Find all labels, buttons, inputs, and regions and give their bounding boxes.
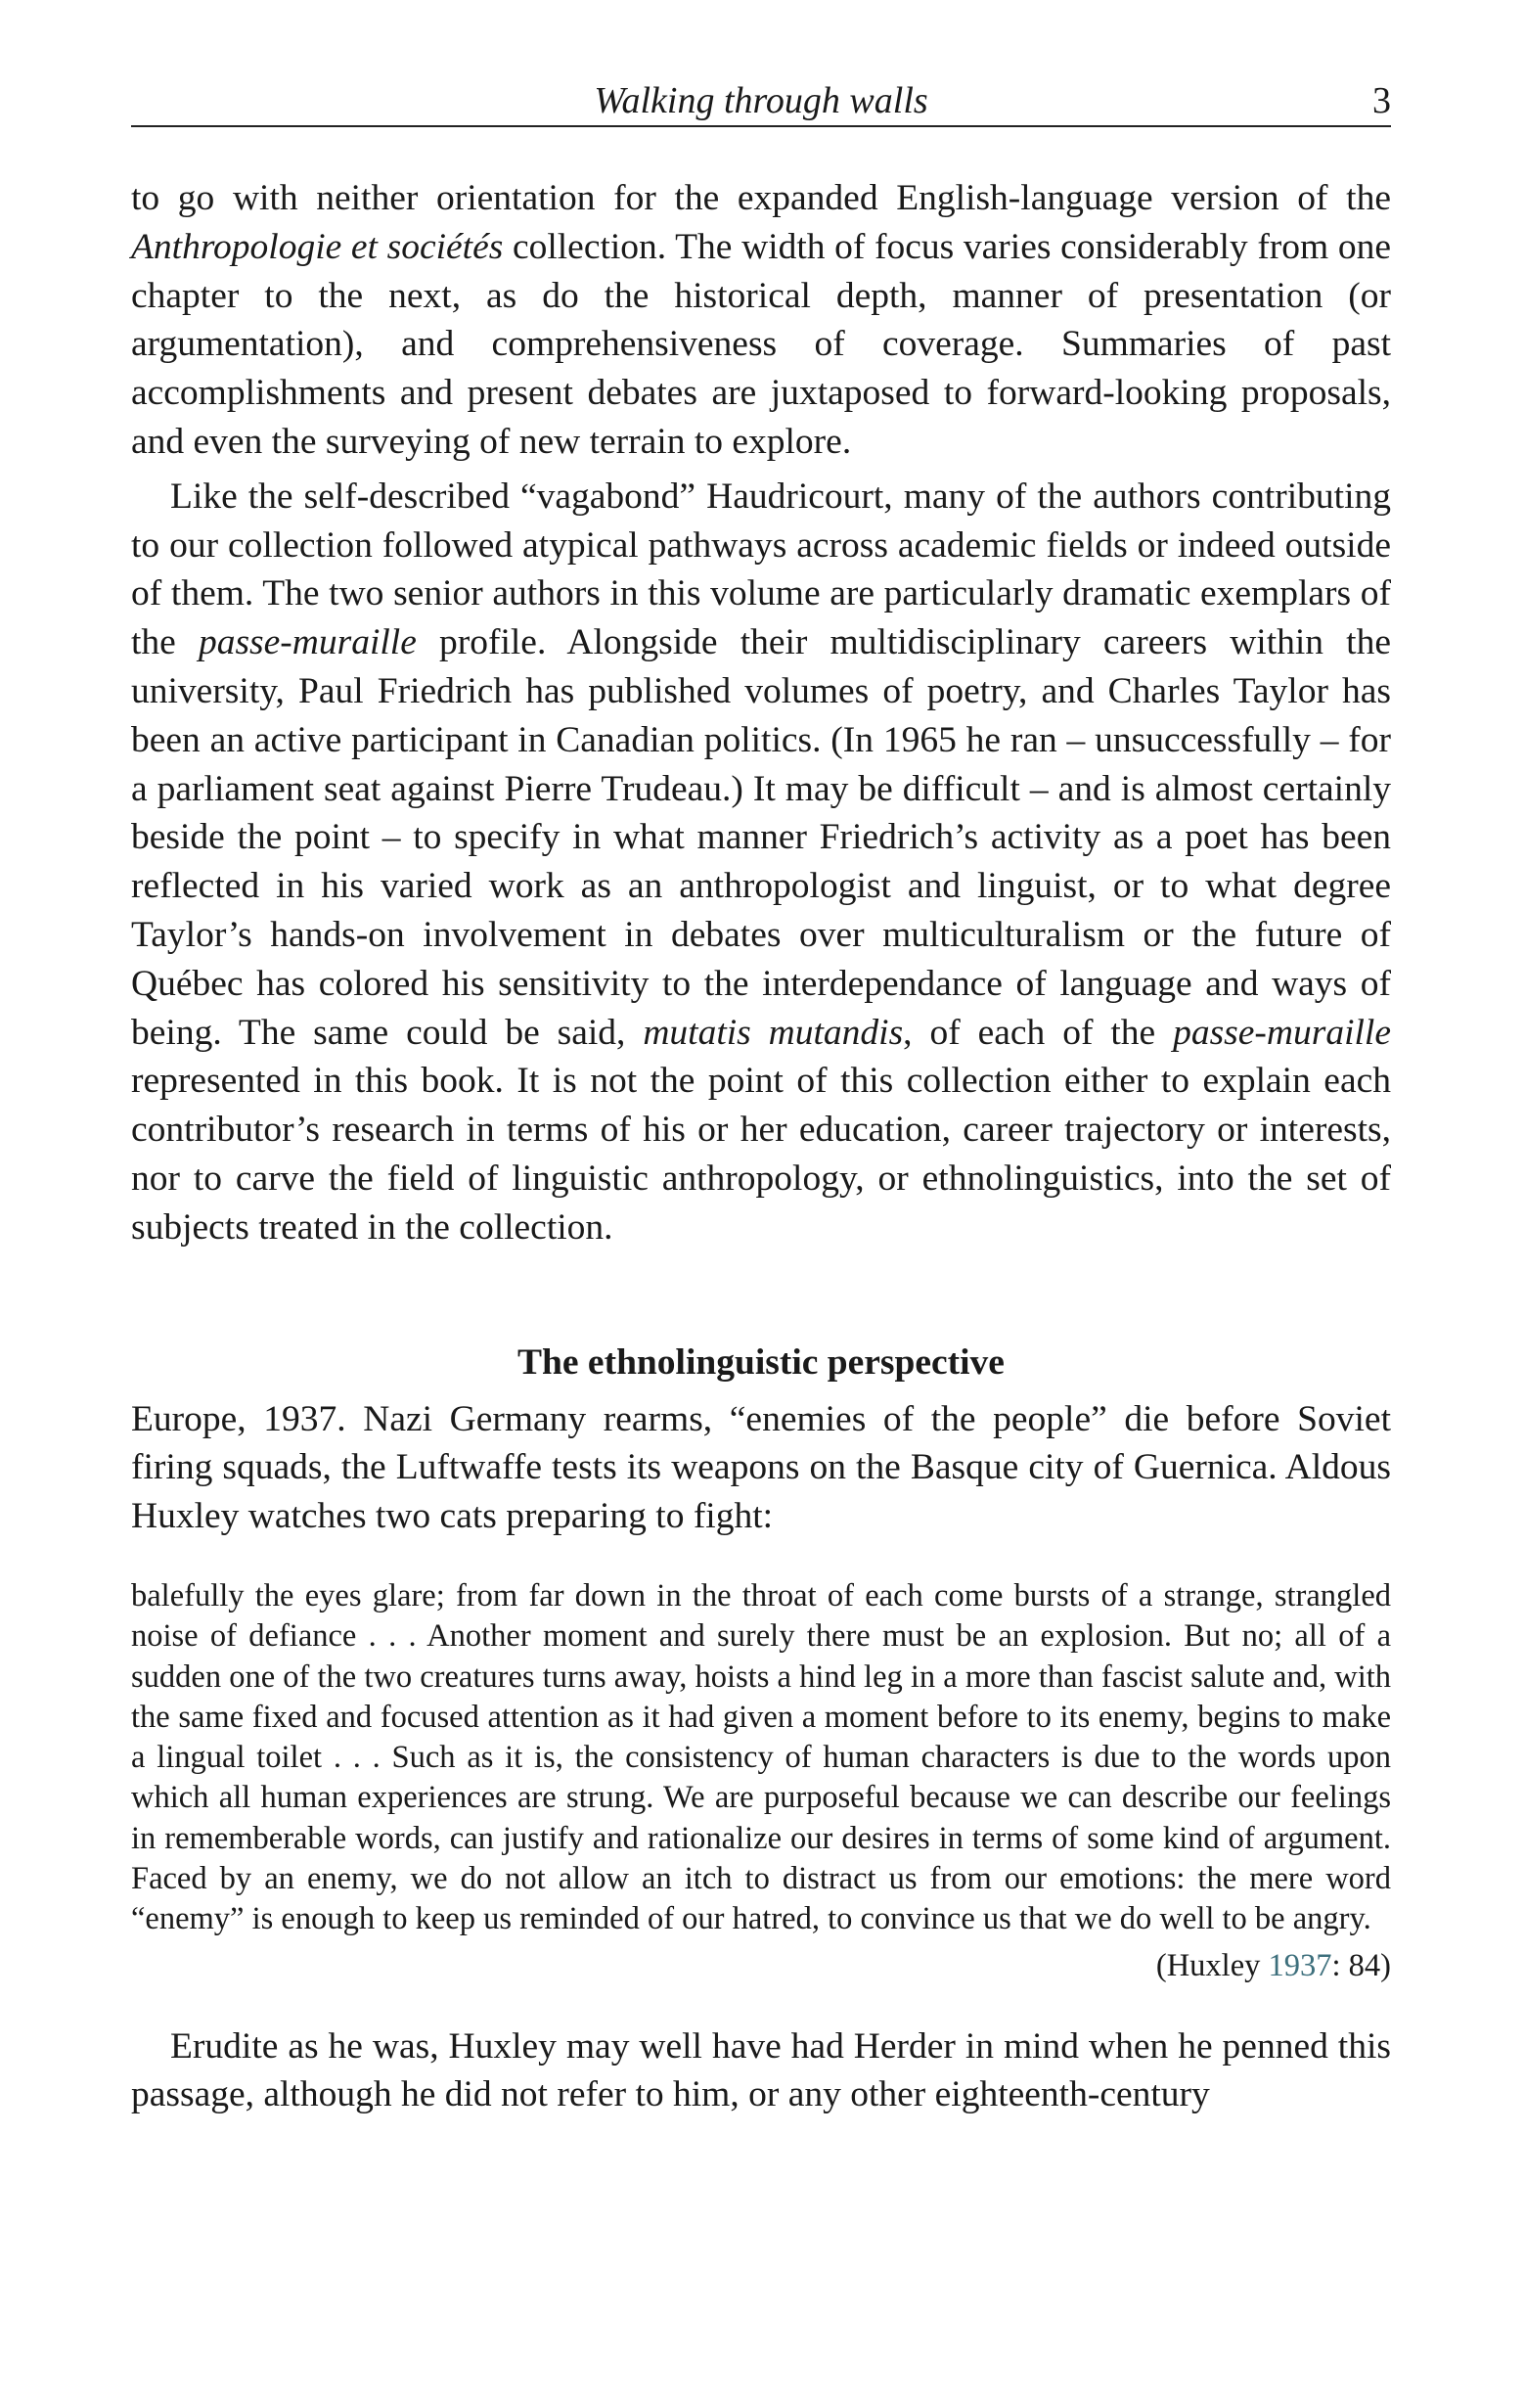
text-run: Like the self-described “vagabond” Haudricourt, many of the authors contributing to our collection followed atypical pathways across academic fields or indeed outside of them. The two senior authors in this volume are particularly dramatic exemplars of the xyxy=(131,476,1391,663)
text-run: , of each of the xyxy=(903,1012,1174,1053)
text-run: collection. The width of focus varies considerably from one chapter to the next, as do the historical depth, manner of presentation (or argumentation), and comprehensiveness of coverage. Summaries of past accomplishments and present debates are juxtaposed to forward-looking proposals, and even the surveying of new terrain to explore. xyxy=(131,226,1391,462)
block-quote: balefully the eyes glare; from far down in the throat of each come bursts of a strange, strangled noise of defiance . . . Another moment and surely there must be an explosion. But no; all of a sudden one of the two creatures turns away, hoists a hind leg in a more than fascist salute and, with the same fixed and focused attention as it had given a moment before to its enemy, begins to make a lingual toilet . . . Such as it is, the consistency of human characters is due to the words upon which all human experiences are strung. We are purposeful because we can describe our feelings in rememberable words, can justify and rationalize our desires in terms of some kind of argument. Faced by an enemy, we do not allow an itch to distract us from our emotions: the mere word “enemy” is enough to keep us reminded of our hatred, to convince us that we do well to be angry. xyxy=(131,1577,1391,1937)
text-run: represented in this book. It is not the point of this collection either to explain each contributor’s research in terms of his or her education, career trajectory or interests, nor to carve the field of linguistic anthropology, or ethnolinguistics, into the set of subjects treated in the collection. xyxy=(131,1061,1391,1248)
paragraph-3: Europe, 1937. Nazi Germany rearms, “enemies of the people” die before Soviet firing squads, the Luftwaffe tests its weapons on the Basque city of Guernica. Aldous Huxley watches two cats preparing to fight: xyxy=(131,1398,1391,1537)
page-number: 3 xyxy=(1372,80,1391,121)
book-page xyxy=(131,0,1391,2408)
body-text xyxy=(131,174,1391,2119)
text-run: to go with neither orientation for the expanded English-language version of the xyxy=(131,178,1391,218)
paragraph-4: Erudite as he was, Huxley may well have had Herder in mind when he penned this passage, although he did not refer to him, or any other eighteenth-century xyxy=(131,2025,1391,2115)
section-heading: The ethnolinguistic perspective xyxy=(517,1341,1005,1383)
text-run: profile. Alongside their multidisciplinary careers within the university, Paul Friedrich has published volumes of poetry, and Charles Taylor has been an active participant in Canadian politics. (In 1965 he ran – unsuccessfully – for a parliament seat against Pierre Trudeau.) It may be difficult – and is almost certainly beside the point – to specify in what manner Friedrich’s activity as a poet has been reflected in his varied work as an anthropologist and linguist, or to what degree Taylor’s hands-on involvement in debates over multiculturalism or the future of Québec has colored his sensitivity to the interdependance of language and ways of being. The same could be said, xyxy=(131,622,1391,1053)
citation-text: (Huxley xyxy=(1155,1947,1269,1983)
citation-text: : 84) xyxy=(1331,1947,1391,1983)
italic-title: Anthropologie et sociétés xyxy=(131,226,504,267)
italic-term: passe-muraille xyxy=(198,622,417,663)
citation-year-link[interactable]: 1937 xyxy=(1268,1947,1332,1983)
running-header xyxy=(131,76,1391,127)
paragraph-2 xyxy=(131,473,1391,1252)
italic-term: mutatis mutandis xyxy=(643,1012,904,1053)
quote-citation xyxy=(131,1944,1391,1987)
running-title: Walking through walls xyxy=(594,80,928,121)
italic-term: passe-muraille xyxy=(1173,1012,1391,1053)
paragraph-1 xyxy=(131,174,1391,467)
